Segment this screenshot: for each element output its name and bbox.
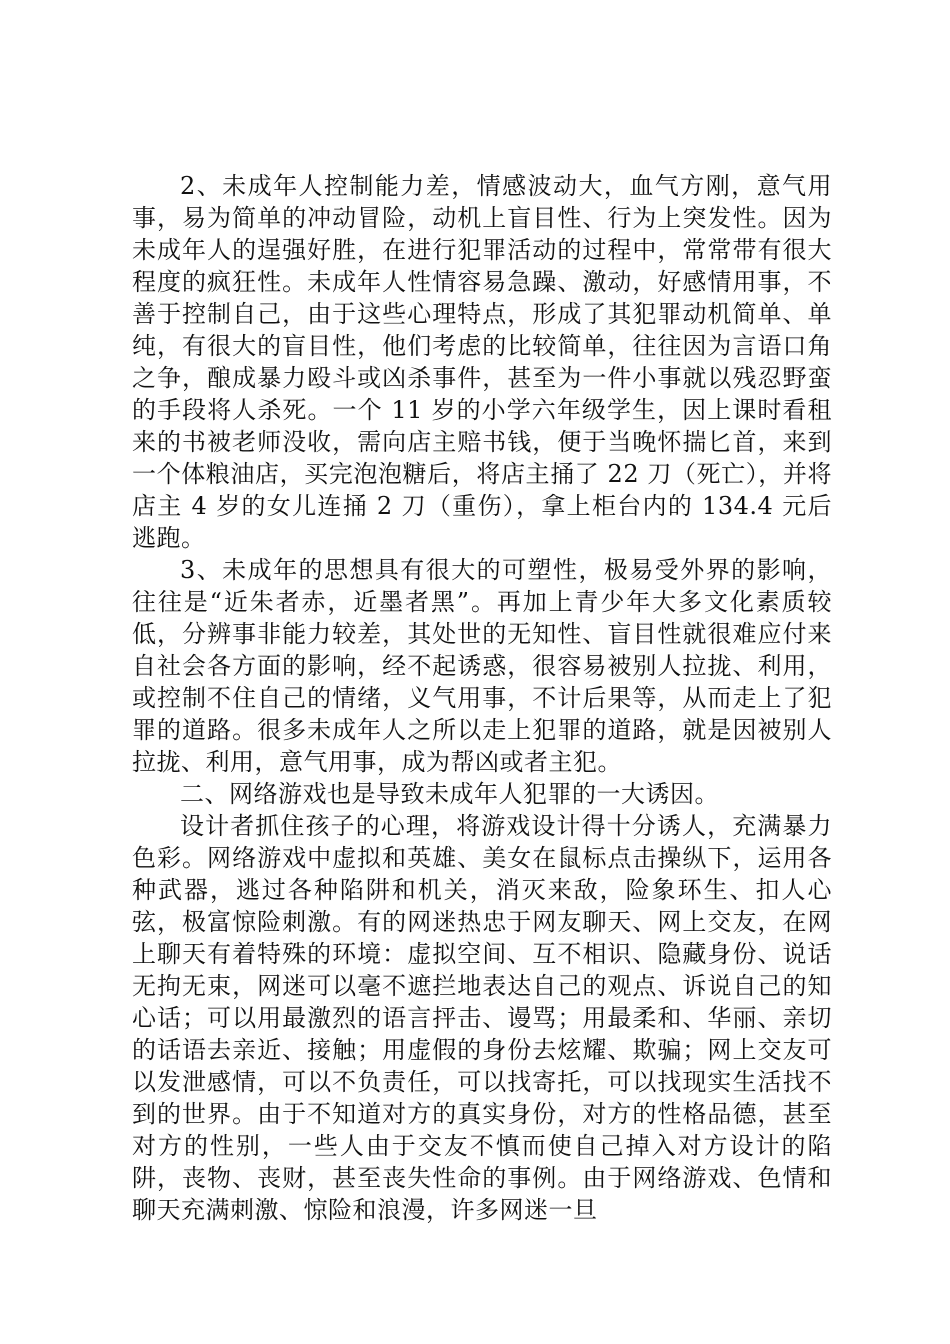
paragraph-game-design: 设计者抓住孩子的心理，将游戏设计得十分诱人，充满暴力色彩。网络游戏中虚拟和英雄、美女在鼠标点击操纵下，运用各种武器，逃过各种陷阱和机关，消灭来敌，险象环生、扣人心弦，极富惊险刺激。有的网迷热忠于网友聊天、网上交友，在网上聊天有着特殊的环境：虚拟空间、互不相识、隐藏身份、说话无拘无束，网迷可以毫不遮拦地表达自己的观点、诉说自己的知心话；可以用最激烈的语言抨击、谩骂；用最柔和、华丽、亲切的话语去亲近、接触；用虚假的身份去炫耀、欺骗；网上交友可以发泄感情，可以不负责任，可以找寄托，可以找现实生活找不到的世界。由于不知道对方的真实身份，对方的性格品德，甚至对方的性别，一些人由于交友不慎而使自己掉入对方设计的陷阱，丧物、丧财，甚至丧失性命的事例。由于网络游戏、色情和聊天充满刺激、惊险和浪漫，许多网迷一旦 (132, 812, 832, 1224)
section-heading-online-games: 二、网络游戏也是导致未成年人犯罪的一大诱因。 (180, 780, 719, 808)
paragraph-control-ability: 2、未成年人控制能力差，情感波动大，血气方刚，意气用事，易为简单的冲动冒险，动机上盲目性、行为上突发性。因为未成年人的逞强好胜，在进行犯罪活动的过程中，常常带有很大程度的疯狂性。未成年人性情容易急躁、激动，好感情用事，不善于控制自己，由于这些心理特点，形成了其犯罪动机简单、单纯，有很大的盲目性，他们考虑的比较简单，往往因为言语口角之争，酿成暴力殴斗或凶杀事件，甚至为一件小事就以残忍野蛮的手段将人杀死。一个 11 岁的小学六年级学生，因上课时看租来的书被老师没收，需向店主赔书钱，便于当晚怀揣匕首，来到一个体粮油店，买完泡泡糖后，将店主捅了 22 刀（死亡），并将店主 4 岁的女儿连捅 2 刀（重伤），拿上柜台内的 134.4 元后逃跑。 (132, 172, 832, 552)
paragraph-plasticity: 3、未成年的思想具有很大的可塑性，极易受外界的影响，往往是“近朱者赤，近墨者黑”。再加上青少年大多文化素质较低，分辨事非能力较差，其处世的无知性、盲目性就很难应付来自社会各方面的影响，经不起诱惑，很容易被别人拉拢、利用，或控制不住自己的情绪，义气用事，不计后果等，从而走上了犯罪的道路。很多未成年人之所以走上犯罪的道路，就是因被别人拉拢、利用，意气用事，成为帮凶或者主犯。 (132, 556, 832, 776)
document-body (132, 170, 832, 1226)
